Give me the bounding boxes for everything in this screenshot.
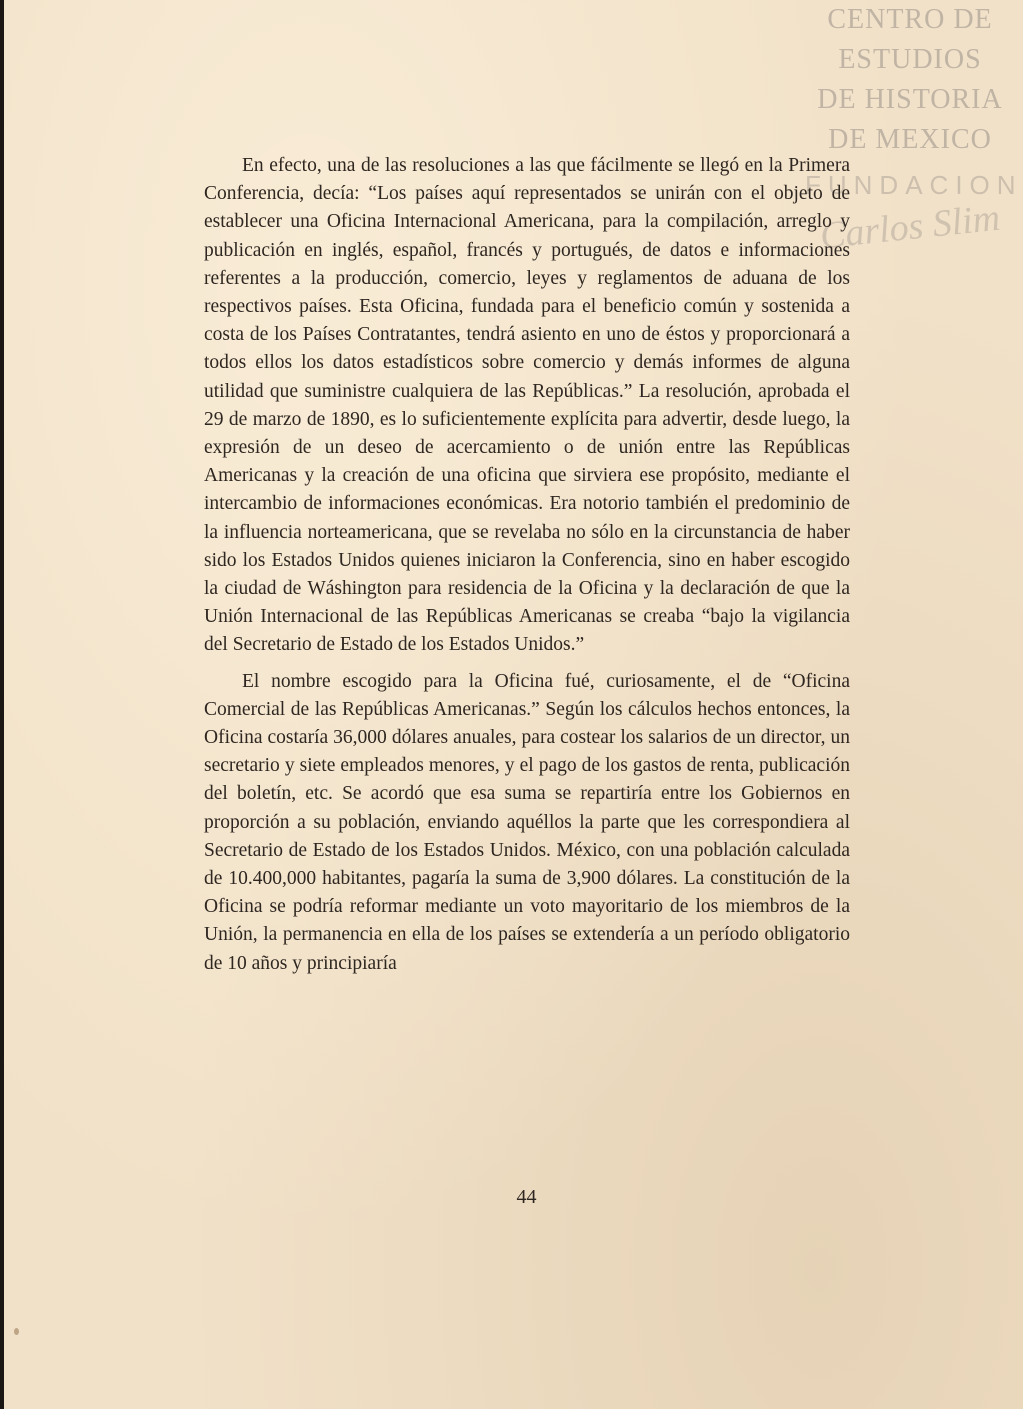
- watermark-line-3: DE HISTORIA: [817, 84, 1003, 115]
- paper-speck: [14, 1328, 19, 1335]
- page-number: 44: [516, 1186, 537, 1208]
- body-text: [204, 152, 850, 978]
- watermark-foundation: FUNDACION: [805, 170, 1023, 200]
- book-page: [4, 0, 1023, 1409]
- paragraph-1: En efecto, una de las resoluciones a las que fácilmente se llegó en la Primera Conferencia, decía: “Los países aquí representados se unirán con el objeto de establecer una Oficina Internacional Americana, para la compilación, arreglo y publicación en inglés, español, francés y portugués, de datos e informaciones referentes a la producción, comercio, leyes y reglamentos de aduana de los respectivos países. Esta Oficina, fundada para el beneficio común y sostenida a costa de los Países Contratantes, tendrá asiento en uno de éstos y proporcionará a todos ellos los datos estadísticos sobre comercio y demás informes de alguna utilidad que suministre cualquiera de las Repúblicas.” La resolución, aprobada el 29 de marzo de 1890, es lo suficientemente explícita para advertir, desde luego, la expresión de un deseo de acercamiento o de unión entre las Repúblicas Americanas y la creación de una oficina que sirviera ese propósito, mediante el intercambio de informaciones económicas. Era notorio también el predominio de la influencia norteamericana, que se revelaba no sólo en la circunstancia de haber sido los Estados Unidos quienes iniciaron la Conferencia, sino en haber escogido la ciudad de Wáshington para residencia de la Oficina y la declaración de que la Unión Internacional de las Repúblicas Americanas se creaba “bajo la vigilancia del Secretario de Estado de los Estados Unidos.”: [204, 155, 850, 656]
- watermark-line-4: DE MEXICO: [828, 124, 992, 155]
- watermark-signature: Carlos Slim: [818, 196, 1002, 258]
- watermark-line-2: ESTUDIOS: [838, 44, 982, 75]
- paragraph-2: El nombre escogido para la Oficina fué, curiosamente, el de “Oficina Comercial de las Repúblicas Americanas.” Según los cálculos hechos entonces, la Oficina costaría 36,000 dólares anuales, para costear los salarios de un director, un secretario y siete empleados menores, y el pago de los gastos de renta, publicación del boletín, etc. Se acordó que esa suma se repartiría entre los Gobiernos en proporción a su población, enviando aquéllos la parte que les correspondiera al Secretario de Estado de los Estados Unidos. México, con una población calculada de 10.400,000 habitantes, pagaría la suma de 3,900 dólares. La constitución de la Oficina se podría reformar mediante un voto mayoritario de los miembros de la Unión, la permanencia en ella de los países se extendería a un período obligatorio de 10 años y principiaría: [204, 670, 850, 974]
- watermark-line-1: CENTRO DE: [827, 4, 993, 35]
